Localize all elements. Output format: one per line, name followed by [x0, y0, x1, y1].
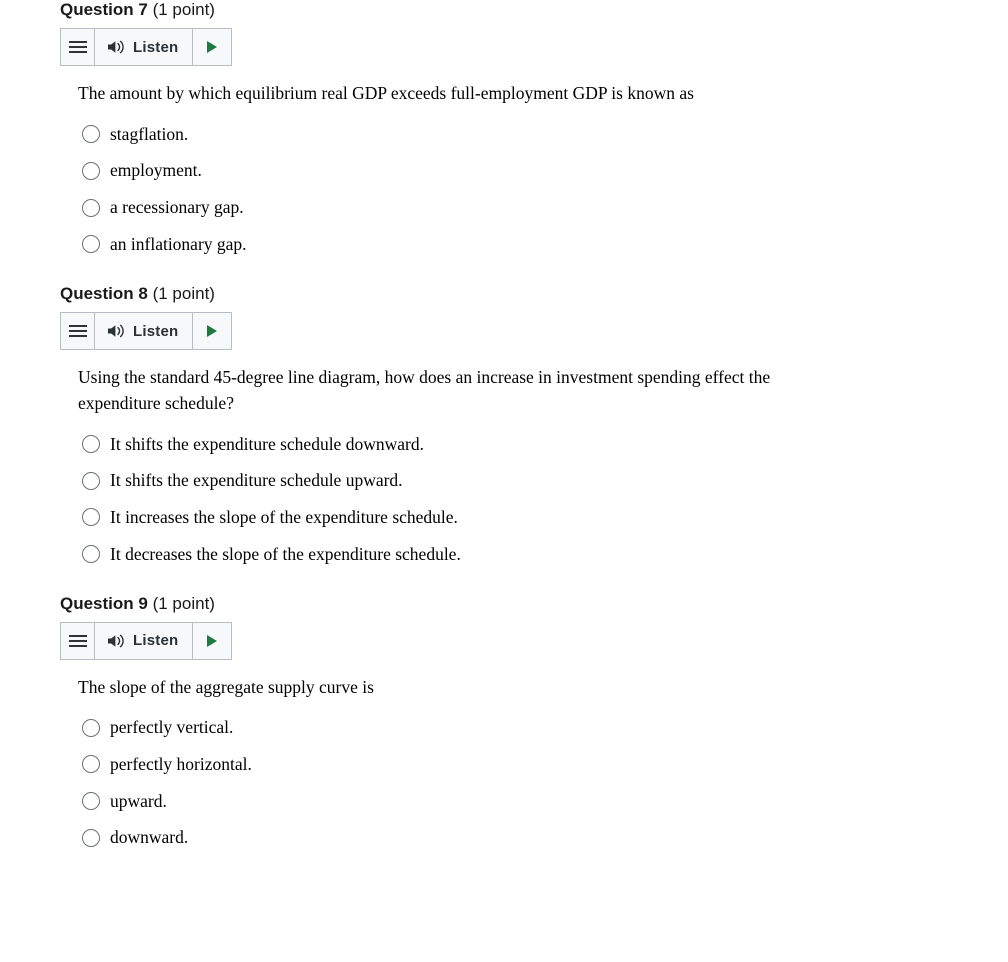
- listen-toolbar-8[interactable]: [60, 312, 232, 350]
- section-spacer: [60, 270, 1008, 284]
- radio-button[interactable]: [82, 829, 100, 847]
- question-8-points: (1 point): [152, 283, 215, 303]
- question-8-header: [60, 284, 1008, 304]
- listen-label-8: Listen: [133, 322, 179, 340]
- question-9-options: [82, 716, 1008, 849]
- question-8-options: [82, 433, 1008, 566]
- option-item[interactable]: [82, 233, 1008, 256]
- option-item[interactable]: [82, 123, 1008, 146]
- listen-toolbar-7[interactable]: [60, 28, 232, 66]
- question-7-options: [82, 123, 1008, 256]
- speaker-icon: [107, 39, 125, 55]
- option-item[interactable]: [82, 196, 1008, 219]
- radio-button[interactable]: [82, 508, 100, 526]
- option-label: It shifts the expenditure schedule upward.: [110, 470, 403, 491]
- hamburger-menu-icon: [69, 635, 87, 647]
- question-9-header: [60, 594, 1008, 614]
- question-8-number: Question 8: [60, 283, 148, 303]
- hamburger-menu-icon: [69, 325, 87, 337]
- option-item[interactable]: [82, 159, 1008, 182]
- option-item[interactable]: [82, 469, 1008, 492]
- option-label: It shifts the expenditure schedule downward.: [110, 433, 424, 454]
- option-label: It increases the slope of the expenditure schedule.: [110, 507, 458, 528]
- listen-label-9: Listen: [133, 632, 179, 650]
- option-label: an inflationary gap.: [110, 233, 247, 254]
- option-item[interactable]: [82, 433, 1008, 456]
- play-icon: [207, 635, 217, 647]
- play-icon: [207, 325, 217, 337]
- option-label: stagflation.: [110, 123, 189, 144]
- question-block-9: [60, 594, 1008, 850]
- radio-button[interactable]: [82, 792, 100, 810]
- option-label: employment.: [110, 160, 202, 181]
- question-7-header: [60, 0, 1008, 20]
- hamburger-menu-icon: [69, 41, 87, 53]
- question-9-points: (1 point): [152, 593, 215, 613]
- option-item[interactable]: [82, 543, 1008, 566]
- option-item[interactable]: [82, 506, 1008, 529]
- speaker-icon: [107, 323, 125, 339]
- listen-menu-button-9[interactable]: [61, 623, 95, 659]
- option-label: downward.: [110, 827, 189, 848]
- listen-menu-button-8[interactable]: [61, 313, 95, 349]
- option-label: It decreases the slope of the expenditure schedule.: [110, 543, 461, 564]
- radio-button[interactable]: [82, 235, 100, 253]
- listen-toolbar-9[interactable]: [60, 622, 232, 660]
- question-block-7: [60, 0, 1008, 256]
- radio-button[interactable]: [82, 199, 100, 217]
- question-7-points: (1 point): [152, 0, 215, 19]
- radio-button[interactable]: [82, 545, 100, 563]
- option-item[interactable]: [82, 716, 1008, 739]
- option-item[interactable]: [82, 790, 1008, 813]
- listen-button-9[interactable]: [95, 623, 193, 659]
- question-9-text: The slope of the aggregate supply curve is: [78, 676, 374, 697]
- option-label: a recessionary gap.: [110, 197, 244, 218]
- radio-button[interactable]: [82, 472, 100, 490]
- listen-label-7: Listen: [133, 38, 179, 56]
- listen-button-7[interactable]: [95, 29, 193, 65]
- option-label: upward.: [110, 790, 167, 811]
- radio-button[interactable]: [82, 719, 100, 737]
- question-9-number: Question 9: [60, 593, 148, 613]
- section-spacer: [60, 580, 1008, 594]
- option-item[interactable]: [82, 753, 1008, 776]
- radio-button[interactable]: [82, 755, 100, 773]
- speaker-icon: [107, 633, 125, 649]
- play-button-7[interactable]: [193, 29, 231, 65]
- listen-menu-button-7[interactable]: [61, 29, 95, 65]
- listen-button-8[interactable]: [95, 313, 193, 349]
- question-block-8: [60, 284, 1008, 566]
- option-item[interactable]: [82, 826, 1008, 849]
- play-icon: [207, 41, 217, 53]
- question-7-number: Question 7: [60, 0, 148, 19]
- question-7-text: The amount by which equilibrium real GDP exceeds full-employment GDP is known as: [78, 83, 694, 104]
- play-button-9[interactable]: [193, 623, 231, 659]
- option-label: perfectly horizontal.: [110, 753, 252, 774]
- option-label: perfectly vertical.: [110, 717, 234, 738]
- play-button-8[interactable]: [193, 313, 231, 349]
- question-8-text: Using the standard 45-degree line diagram, how does an increase in investment spending effect the expenditure schedule?: [78, 367, 771, 414]
- radio-button[interactable]: [82, 162, 100, 180]
- radio-button[interactable]: [82, 435, 100, 453]
- radio-button[interactable]: [82, 125, 100, 143]
